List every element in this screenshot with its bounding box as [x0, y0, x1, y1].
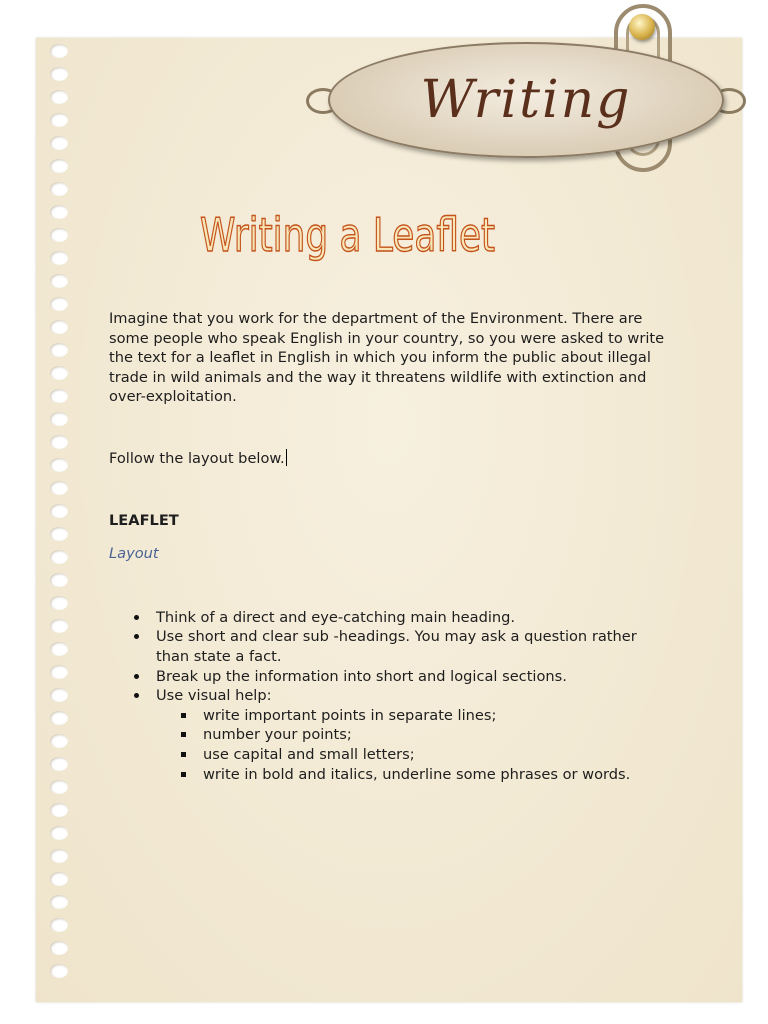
follow-text: Follow the layout below.	[109, 449, 285, 467]
list-item: Break up the information into short and logical sections.	[109, 667, 669, 687]
binder-hole	[50, 412, 68, 426]
subsection-heading: Layout	[109, 545, 159, 563]
binder-hole	[50, 182, 68, 196]
binder-hole	[50, 826, 68, 840]
binder-hole	[50, 320, 68, 334]
binder-hole	[50, 67, 68, 81]
follow-instruction[interactable]	[109, 449, 669, 469]
binder-hole	[50, 389, 68, 403]
binder-hole	[50, 481, 68, 495]
binder-holes	[50, 44, 74, 994]
list-item-visual-help	[109, 686, 669, 784]
binder-hole	[50, 366, 68, 380]
binder-hole	[50, 44, 68, 58]
binder-hole	[50, 895, 68, 909]
binder-hole	[50, 297, 68, 311]
document-body	[109, 309, 669, 784]
binder-hole	[50, 665, 68, 679]
binder-hole	[50, 274, 68, 288]
binder-hole	[50, 964, 68, 978]
intro-paragraph: Imagine that you work for the department of the Environment. There are some people who speak English in your country, so you were asked to write the text for a leaflet in English in which you inform the public about illegal trade in wild animals and the way it threatens wildlife with extinction and over-exploitation.	[109, 310, 665, 406]
list-item: Use short and clear sub -headings. You may ask a question rather than state a fact.	[109, 627, 669, 666]
binder-hole	[50, 757, 68, 771]
list-item-text: Use visual help:	[156, 687, 272, 705]
page-title: Writing a Leaflet	[200, 208, 496, 262]
binder-hole	[50, 205, 68, 219]
binder-hole	[50, 619, 68, 633]
visual-help-sublist	[156, 706, 669, 784]
binder-hole	[50, 849, 68, 863]
binder-hole	[50, 136, 68, 150]
binder-hole	[50, 550, 68, 564]
binder-hole	[50, 780, 68, 794]
binder-hole	[50, 573, 68, 587]
writing-tag	[328, 42, 724, 158]
binder-hole	[50, 734, 68, 748]
binder-hole	[50, 343, 68, 357]
section-heading: LEAFLET	[109, 511, 179, 529]
sub-list-item: write in bold and italics, underline some phrases or words.	[156, 765, 669, 785]
binder-hole	[50, 251, 68, 265]
binder-hole	[50, 642, 68, 656]
binder-hole	[50, 941, 68, 955]
binder-hole	[50, 872, 68, 886]
sub-list-item: number your points;	[156, 725, 669, 745]
binder-hole	[50, 688, 68, 702]
binder-hole	[50, 803, 68, 817]
layout-bullet-list	[109, 608, 669, 784]
binder-hole	[50, 228, 68, 242]
binder-hole	[50, 159, 68, 173]
binder-hole	[50, 918, 68, 932]
binder-hole	[50, 113, 68, 127]
sub-list-item: use capital and small letters;	[156, 745, 669, 765]
binder-hole	[50, 504, 68, 518]
binder-hole	[50, 527, 68, 541]
binder-hole	[50, 458, 68, 472]
binder-hole	[50, 435, 68, 449]
pin-icon	[629, 14, 655, 40]
binder-hole	[50, 711, 68, 725]
binder-hole	[50, 596, 68, 610]
writing-tag-label: Writing	[420, 70, 632, 130]
binder-hole	[50, 90, 68, 104]
sub-list-item: write important points in separate lines;	[156, 706, 669, 726]
text-cursor	[286, 449, 287, 466]
list-item: Think of a direct and eye-catching main heading.	[109, 608, 669, 628]
